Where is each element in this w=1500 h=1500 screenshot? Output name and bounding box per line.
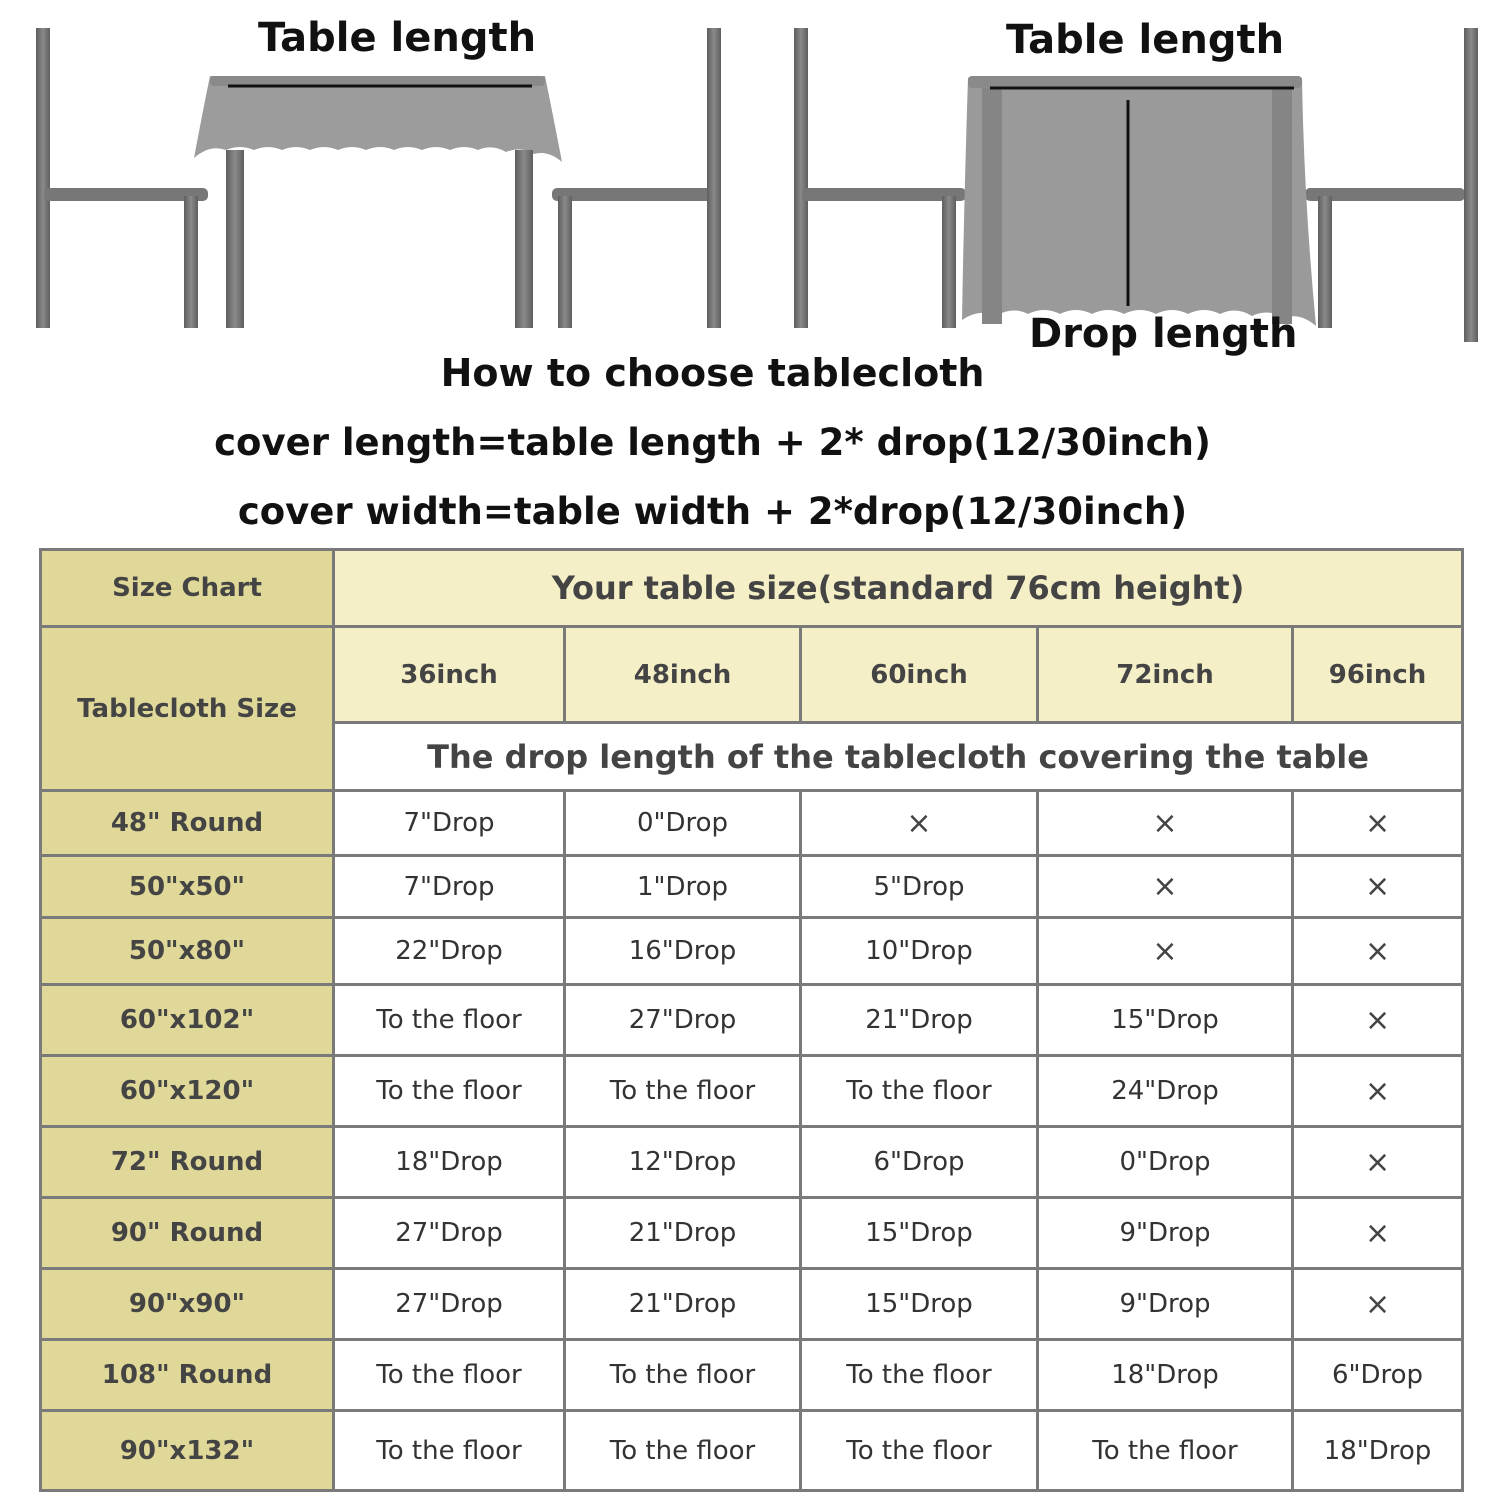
drop-value-cell: 27"Drop (334, 1198, 565, 1269)
group-header: Your table size(standard 76cm height) (334, 550, 1463, 627)
right-table-length-label: Table length (1006, 17, 1285, 63)
table-row (41, 1340, 1463, 1411)
not-fit-cell: × (1293, 1198, 1463, 1269)
drop-value-cell: 16"Drop (565, 918, 801, 985)
tablecloth-size-cell: 90"x132" (41, 1411, 334, 1491)
column-header: 48inch (565, 627, 801, 723)
drop-value-cell: 15"Drop (801, 1198, 1038, 1269)
drop-value-cell: To the floor (801, 1411, 1038, 1491)
tablecloth-size-cell: 50"x80" (41, 918, 334, 985)
column-header: 60inch (801, 627, 1038, 723)
drop-subheader: The drop length of the tablecloth covering the table (334, 723, 1463, 791)
drop-value-cell: To the floor (334, 1340, 565, 1411)
tablecloth-size-cell: 50"x50" (41, 856, 334, 918)
drop-value-cell: To the floor (334, 1056, 565, 1127)
tablecloth-size-cell: 60"x120" (41, 1056, 334, 1127)
drop-value-cell: To the floor (565, 1340, 801, 1411)
not-fit-cell: × (1293, 1056, 1463, 1127)
table-header-row (41, 550, 1463, 627)
table-row (41, 1198, 1463, 1269)
left-chair (36, 28, 208, 328)
drop-value-cell: 5"Drop (801, 856, 1038, 918)
left-table-length-label: Table length (258, 15, 537, 61)
drop-value-cell: 24"Drop (1038, 1056, 1293, 1127)
size-chart-table (39, 548, 1464, 1492)
drop-value-cell: 15"Drop (1038, 985, 1293, 1056)
drop-value-cell: 27"Drop (565, 985, 801, 1056)
drop-value-cell: 21"Drop (565, 1269, 801, 1340)
drop-value-cell: 7"Drop (334, 791, 565, 856)
drop-value-cell: 21"Drop (565, 1198, 801, 1269)
not-fit-cell: × (1038, 856, 1293, 918)
right-table (962, 76, 1316, 326)
drop-value-cell: To the floor (334, 985, 565, 1056)
formula-length: cover length=table length + 2* drop(12/30inch) (214, 421, 1211, 464)
drop-value-cell: 6"Drop (1293, 1340, 1463, 1411)
drop-value-cell: 0"Drop (1038, 1127, 1293, 1198)
drop-value-cell: 21"Drop (801, 985, 1038, 1056)
tablecloth-size-cell: 108" Round (41, 1340, 334, 1411)
tablecloth-size-cell: 72" Round (41, 1127, 334, 1198)
table-row (41, 1269, 1463, 1340)
tablecloth-size-cell: 90"x90" (41, 1269, 334, 1340)
drop-value-cell: To the floor (1038, 1411, 1293, 1491)
not-fit-cell: × (1293, 791, 1463, 856)
drop-value-cell: 18"Drop (1038, 1340, 1293, 1411)
not-fit-cell: × (1293, 1127, 1463, 1198)
drop-value-cell: 6"Drop (801, 1127, 1038, 1198)
formula-width: cover width=table width + 2*drop(12/30inch) (237, 490, 1188, 533)
tablecloth-size-cell: 60"x102" (41, 985, 334, 1056)
drop-value-cell: 1"Drop (565, 856, 801, 918)
not-fit-cell: × (1293, 985, 1463, 1056)
drop-value-cell: 9"Drop (1038, 1269, 1293, 1340)
short-tablecloth (194, 76, 562, 162)
table-row (41, 1056, 1463, 1127)
drop-value-cell: 12"Drop (565, 1127, 801, 1198)
drop-value-cell: 9"Drop (1038, 1198, 1293, 1269)
drop-value-cell: To the floor (801, 1340, 1038, 1411)
drop-value-cell: 22"Drop (334, 918, 565, 985)
row-header-label: Tablecloth Size (41, 627, 334, 791)
middle-chair (552, 28, 721, 328)
right-chair-right (1305, 28, 1478, 342)
table-row (41, 918, 1463, 985)
not-fit-cell: × (1293, 856, 1463, 918)
drop-value-cell: To the floor (565, 1411, 801, 1491)
page-title: How to choose tablecloth (440, 351, 985, 395)
table-row (41, 856, 1463, 918)
drop-value-cell: To the floor (565, 1056, 801, 1127)
right-chair-left (794, 28, 966, 328)
column-header: 96inch (1293, 627, 1463, 723)
drop-value-cell: 18"Drop (334, 1127, 565, 1198)
not-fit-cell: × (1293, 1269, 1463, 1340)
drop-value-cell: To the floor (334, 1411, 565, 1491)
not-fit-cell: × (801, 791, 1038, 856)
drop-length-label: Drop length (1029, 311, 1298, 357)
tablecloth-size-cell: 48" Round (41, 791, 334, 856)
not-fit-cell: × (1293, 918, 1463, 985)
table-row (41, 985, 1463, 1056)
column-header: 72inch (1038, 627, 1293, 723)
table-size-row (41, 627, 1463, 723)
table-row (41, 791, 1463, 856)
long-tablecloth (962, 78, 1316, 326)
left-table (194, 76, 562, 328)
drop-value-cell: 7"Drop (334, 856, 565, 918)
not-fit-cell: × (1038, 791, 1293, 856)
tablecloth-size-cell: 90" Round (41, 1198, 334, 1269)
table-row (41, 1127, 1463, 1198)
corner-label: Size Chart (41, 550, 334, 627)
drop-value-cell: To the floor (801, 1056, 1038, 1127)
column-header: 36inch (334, 627, 565, 723)
drop-value-cell: 18"Drop (1293, 1411, 1463, 1491)
drop-value-cell: 10"Drop (801, 918, 1038, 985)
not-fit-cell: × (1038, 918, 1293, 985)
drop-value-cell: 15"Drop (801, 1269, 1038, 1340)
drop-value-cell: 27"Drop (334, 1269, 565, 1340)
table-row (41, 1411, 1463, 1491)
drop-value-cell: 0"Drop (565, 791, 801, 856)
